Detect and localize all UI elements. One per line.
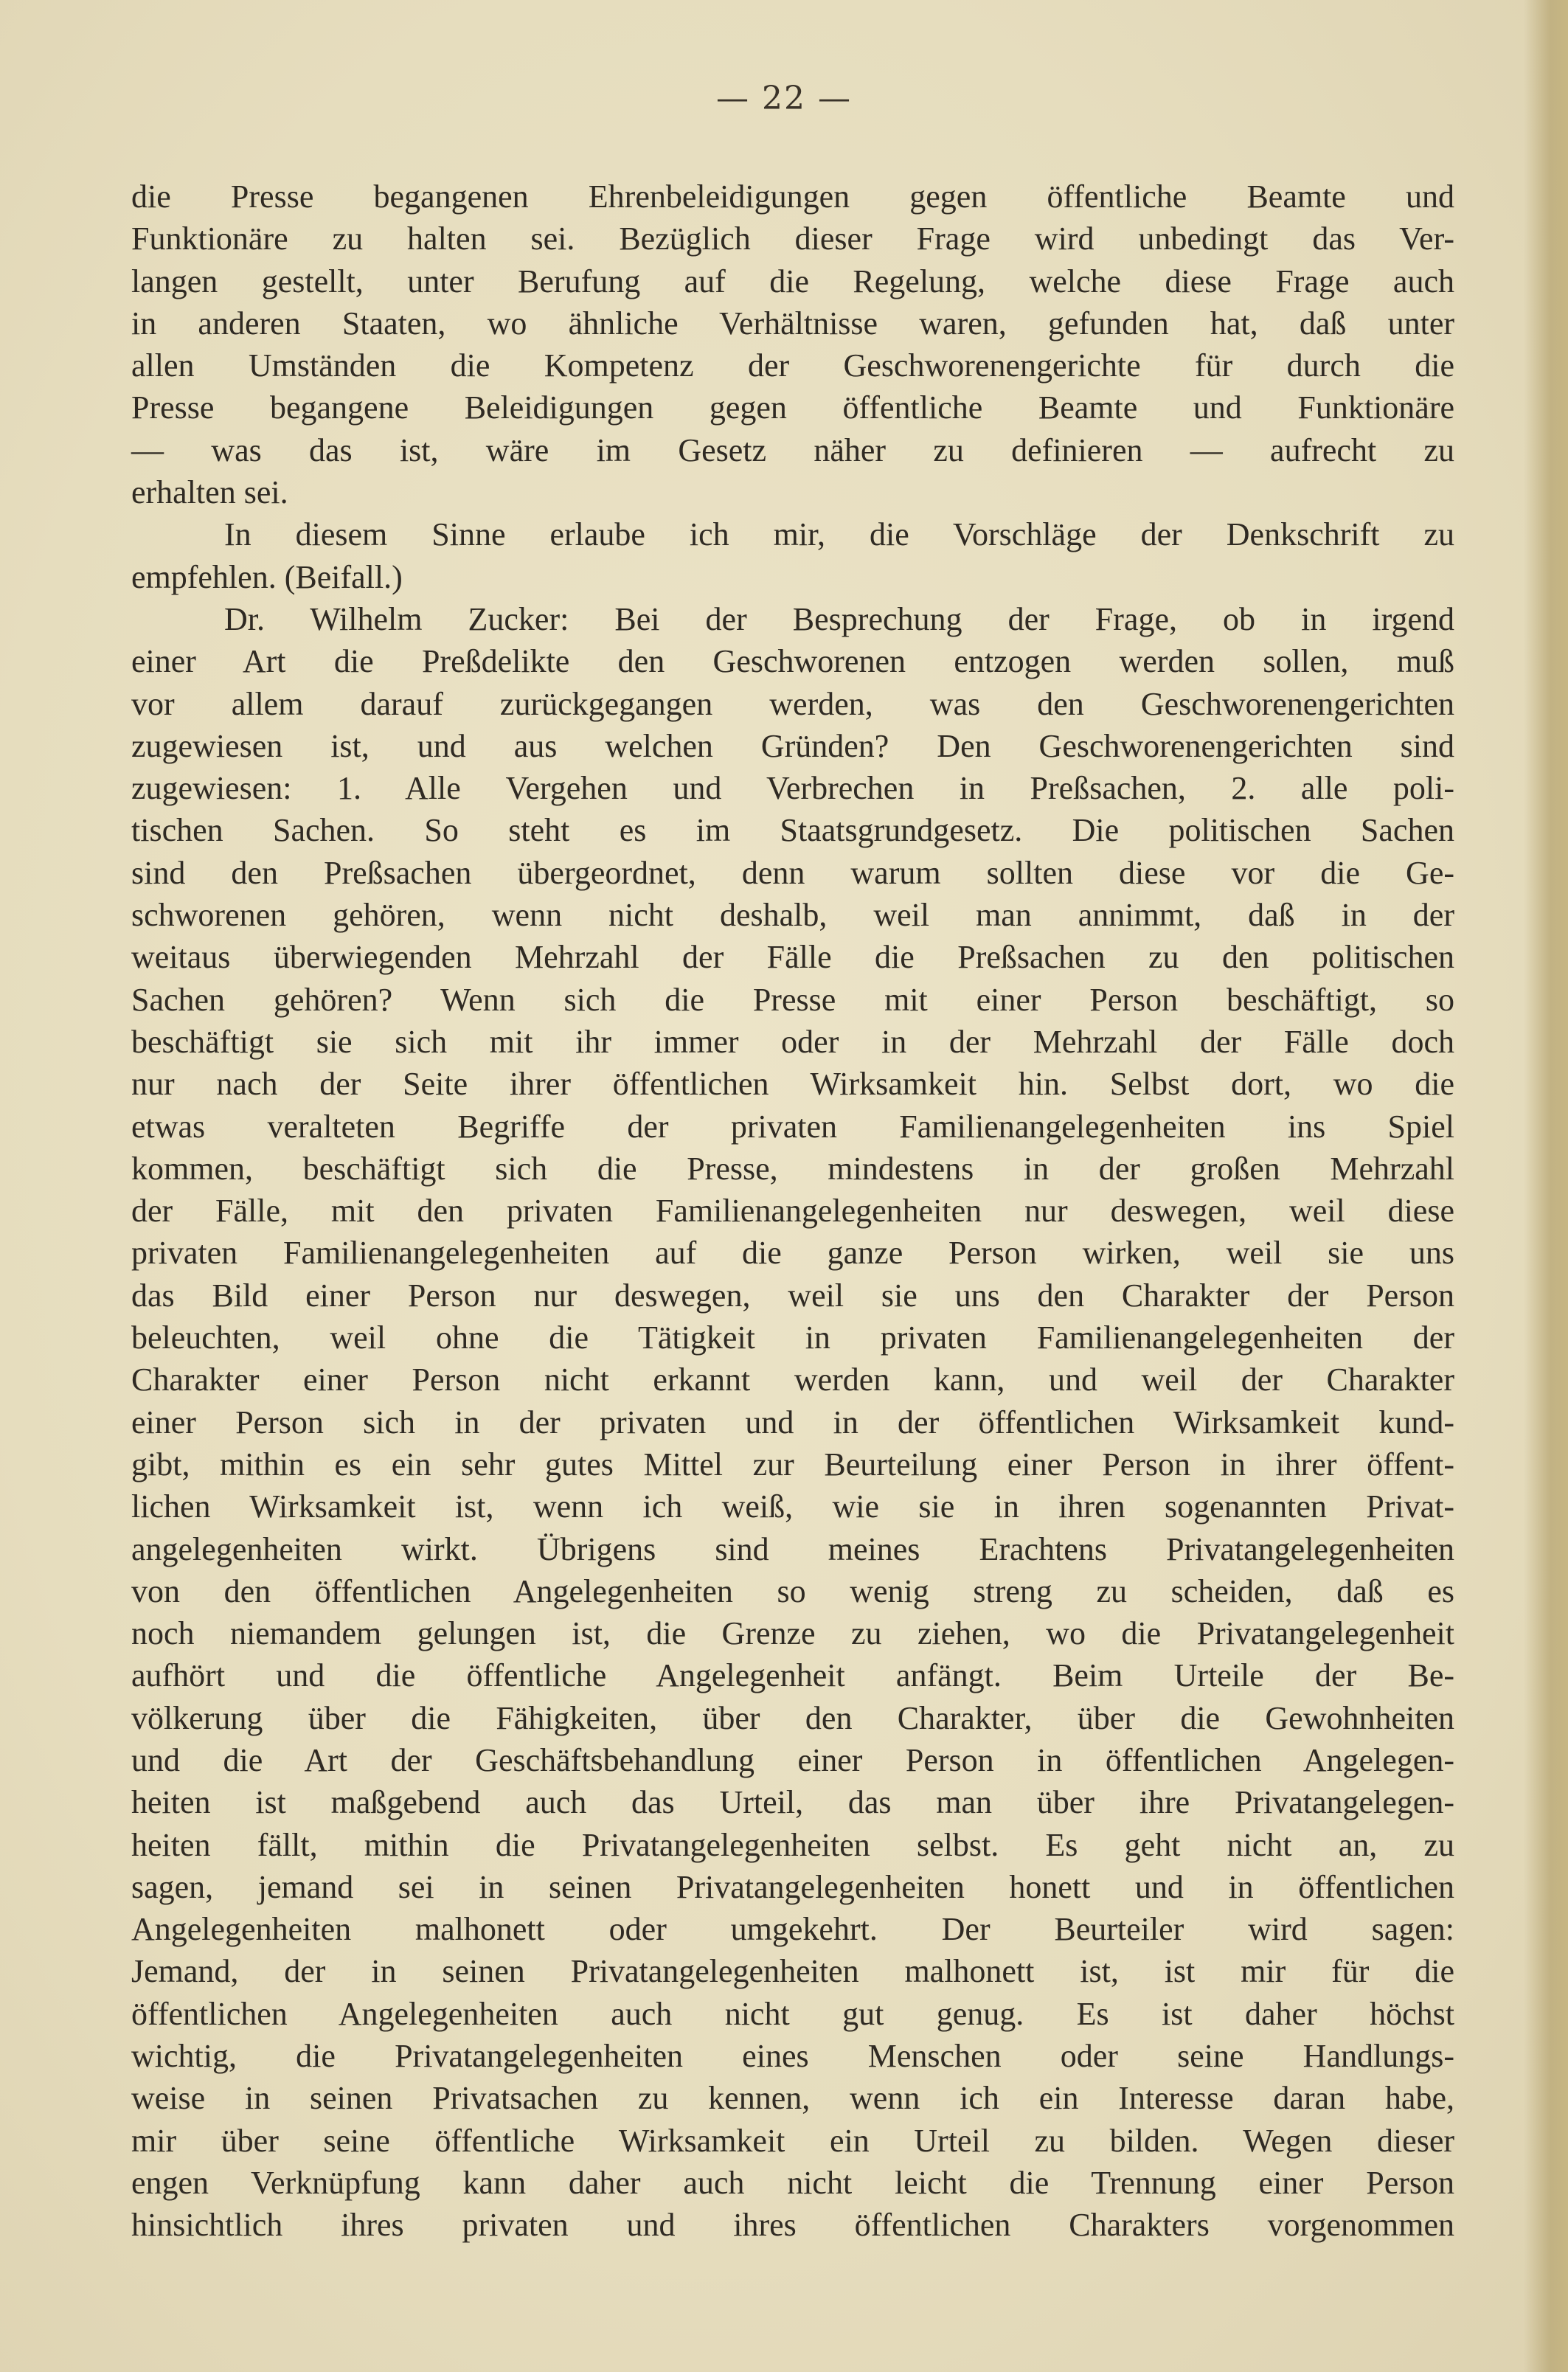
text-line: das Bild einer Person nur deswegen, weil sie uns den Charakter der Person (131, 1277, 1454, 1314)
text-line: mir über seine öffentliche Wirksamkeit ein Urteil zu bilden. Wegen dieser (131, 2122, 1454, 2159)
text-line: weise in seinen Privatsachen zu kennen, wenn ich ein Interesse daran habe, (131, 2080, 1454, 2117)
text-line: einer Art die Preßdelikte den Geschworenen entzogen werden sollen, muß (131, 643, 1454, 680)
text-line: sagen, jemand sei in seinen Privatangelegenheiten honett und in öffentlichen (131, 1868, 1454, 1905)
text-line: erhalten sei. (131, 474, 288, 511)
text-line: hinsichtlich ihres privaten und ihres öffentlichen Charakters vorgenommen (131, 2207, 1454, 2244)
text-line: wichtig, die Privatangelegenheiten eines Menschen oder seine Handlungs- (131, 2038, 1454, 2075)
body-text (131, 176, 1454, 2247)
text-line: allen Umständen die Kompetenz der Geschworenengerichte für durch die (131, 347, 1454, 384)
text-line: nur nach der Seite ihrer öffentlichen Wirksamkeit hin. Selbst dort, wo die (131, 1066, 1454, 1103)
page-edge-shadow (1524, 0, 1568, 2372)
text-line: angelegenheiten wirkt. Übrigens sind meines Erachtens Privatangelegenheiten (131, 1530, 1454, 1567)
text-line: der Fälle, mit den privaten Familienangelegenheiten nur deswegen, weil diese (131, 1193, 1454, 1230)
text-line: kommen, beschäftigt sich die Presse, mindestens in der großen Mehrzahl (131, 1150, 1454, 1187)
text-line: sind den Preßsachen übergeordnet, denn warum sollten diese vor die Ge- (131, 854, 1454, 891)
text-line: vor allem darauf zurückgegangen werden, was den Geschworenengerichten (131, 685, 1454, 722)
text-line: empfehlen. (Beifall.) (131, 558, 403, 595)
text-line: noch niemandem gelungen ist, die Grenze zu ziehen, wo die Privatangelegenheit (131, 1615, 1454, 1652)
text-line: Dr. Wilhelm Zucker: Bei der Besprechung der Frage, ob in irgend (224, 600, 1454, 637)
text-line: die Presse begangenen Ehrenbeleidigungen gegen öffentliche Beamte und (131, 178, 1454, 215)
text-line: beschäftigt sie sich mit ihr immer oder in der Mehrzahl der Fälle doch (131, 1023, 1454, 1060)
text-line: zugewiesen ist, und aus welchen Gründen? Den Geschworenengerichten sind (131, 727, 1454, 764)
text-line: gibt, mithin es ein sehr gutes Mittel zur Beurteilung einer Person in ihrer öffent- (131, 1446, 1454, 1482)
text-line: weitaus überwiegenden Mehrzahl der Fälle die Preßsachen zu den politischen (131, 939, 1454, 976)
text-line: langen gestellt, unter Berufung auf die Regelung, welche diese Frage auch (131, 263, 1454, 299)
text-line: — was das ist, wäre im Gesetz näher zu definieren — aufrecht zu (131, 431, 1454, 468)
text-line: tischen Sachen. So steht es im Staatsgrundgesetz. Die politischen Sachen (131, 812, 1454, 849)
text-line: Presse begangene Beleidigungen gegen öffentliche Beamte und Funktionäre (131, 389, 1454, 426)
text-line: schworenen gehören, wenn nicht deshalb, weil man annimmt, daß in der (131, 897, 1454, 934)
text-line: Angelegenheiten malhonett oder umgekehrt. Der Beurteiler wird sagen: (131, 1911, 1454, 1948)
text-line: in anderen Staaten, wo ähnliche Verhältnisse waren, gefunden hat, daß unter (131, 305, 1454, 341)
text-line: von den öffentlichen Angelegenheiten so wenig streng zu scheiden, daß es (131, 1572, 1454, 1609)
text-line: und die Art der Geschäftsbehandlung einer Person in öffentlichen Angelegen- (131, 1741, 1454, 1778)
text-line: etwas veralteten Begriffe der privaten Familienangelegenheiten ins Spiel (131, 1108, 1454, 1145)
text-line: privaten Familienangelegenheiten auf die ganze Person wirken, weil sie uns (131, 1235, 1454, 1272)
text-line: lichen Wirksamkeit ist, wenn ich weiß, wie sie in ihren sogenannten Privat- (131, 1488, 1454, 1525)
text-line: Sachen gehören? Wenn sich die Presse mit einer Person beschäftigt, so (131, 981, 1454, 1018)
text-line: In diesem Sinne erlaube ich mir, die Vorschläge der Denkschrift zu (224, 516, 1454, 553)
text-line: völkerung über die Fähigkeiten, über den Charakter, über die Gewohnheiten (131, 1699, 1454, 1736)
text-line: heiten fällt, mithin die Privatangelegenheiten selbst. Es geht nicht an, zu (131, 1826, 1454, 1863)
text-line: aufhört und die öffentliche Angelegenheit anfängt. Beim Urteile der Be- (131, 1657, 1454, 1694)
text-line: öffentlichen Angelegenheiten auch nicht gut genug. Es ist daher höchst (131, 1995, 1454, 2032)
text-line: Jemand, der in seinen Privatangelegenheiten malhonett ist, ist mir für die (131, 1953, 1454, 1990)
text-line: heiten ist maßgebend auch das Urteil, das man über ihre Privatangelegen- (131, 1784, 1454, 1821)
text-line: Charakter einer Person nicht erkannt werden kann, und weil der Charakter (131, 1362, 1454, 1398)
text-line: engen Verknüpfung kann daher auch nicht leicht die Trennung einer Person (131, 2164, 1454, 2201)
text-line: beleuchten, weil ohne die Tätigkeit in privaten Familienangelegenheiten der (131, 1319, 1454, 1356)
text-line: zugewiesen: 1. Alle Vergehen und Verbrechen in Preßsachen, 2. alle poli- (131, 770, 1454, 807)
text-line: einer Person sich in der privaten und in der öffentlichen Wirksamkeit kund- (131, 1404, 1454, 1440)
text-line: Funktionäre zu halten sei. Bezüglich dieser Frage wird unbedingt das Ver- (131, 221, 1454, 257)
page-number: — 22 — (716, 80, 852, 117)
